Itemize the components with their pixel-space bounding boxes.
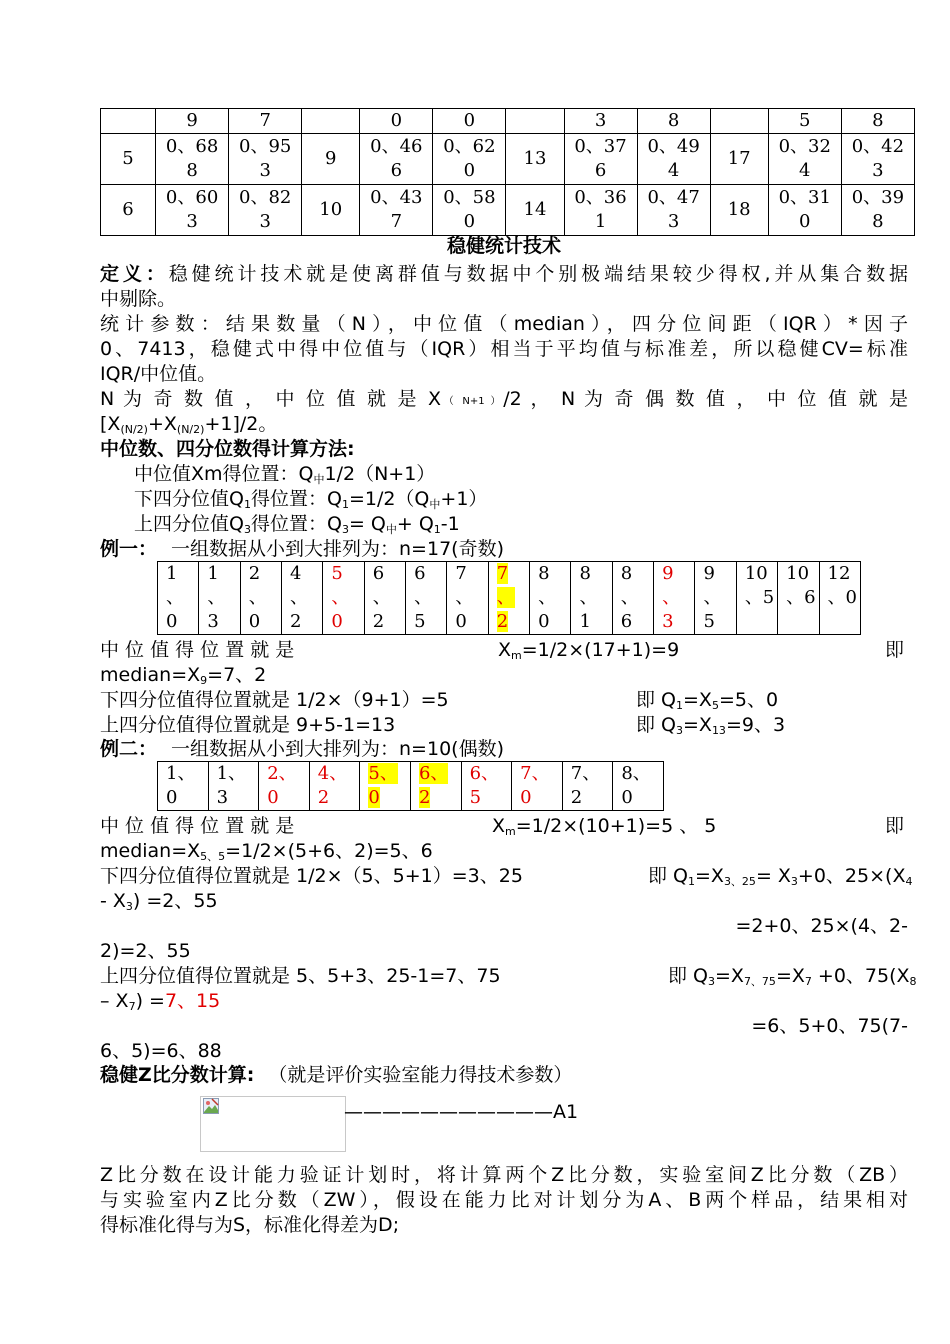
data-cell-text: 10 、5 bbox=[744, 563, 775, 608]
formula-sub: 1 bbox=[676, 699, 683, 712]
table-cell: 14 bbox=[506, 185, 564, 236]
zscore-heading: 稳健Z比分数计算: bbox=[100, 1064, 255, 1086]
formula-sub: 7 bbox=[804, 975, 812, 988]
definition-label: 定义： bbox=[100, 263, 169, 285]
data-cell-text: 6、 5 bbox=[469, 763, 500, 808]
formula-part: X bbox=[498, 639, 512, 661]
table-cell: 0、39 8 bbox=[841, 185, 914, 236]
table-cell: 0 bbox=[360, 109, 433, 134]
m2-sub: 1 bbox=[243, 498, 251, 511]
example2-q3-result: 6、5)=6、88 bbox=[100, 1040, 222, 1062]
data-cell bbox=[512, 762, 563, 811]
data-cell bbox=[309, 762, 360, 811]
data-cell bbox=[562, 762, 613, 811]
definition-text: 稳健统计技术就是使离群值与数据中个别极端结果较少得权,并从集合数据 bbox=[168, 263, 908, 285]
example2-q1-result: 2)=2、55 bbox=[100, 940, 191, 962]
table-cell: 8 bbox=[637, 109, 710, 134]
definition-line-1 bbox=[100, 262, 908, 287]
table-cell: 0、43 7 bbox=[360, 185, 433, 236]
formula-sub: (N/2) bbox=[176, 423, 205, 436]
formula-part: ) =2、55 bbox=[132, 890, 218, 912]
formula-sub: 4 bbox=[905, 875, 913, 888]
data-cell bbox=[360, 762, 411, 811]
data-cell-text: 7 、 0 bbox=[455, 563, 474, 632]
table-cell: 7 bbox=[229, 109, 302, 134]
formula-part: =1/2×(10+1)=5 、 5 bbox=[515, 815, 717, 837]
table-cell: 9 bbox=[302, 134, 360, 185]
data-cell-text: 4 、 2 bbox=[290, 563, 309, 632]
ex1-q1-text: 下四分位值得位置就是 1/2×（9+1）=5 bbox=[100, 689, 449, 711]
m2-text: 下四分位值Q bbox=[134, 488, 244, 510]
table-cell: 18 bbox=[710, 185, 768, 236]
section-title: 稳健统计技术 bbox=[446, 235, 561, 257]
table-row bbox=[101, 134, 915, 185]
formula-part: +X bbox=[147, 413, 177, 435]
formula-sub: 5 bbox=[711, 699, 719, 712]
data-cell bbox=[736, 562, 777, 635]
ex2-q1-text: 下四分位值得位置就是 1/2×（5、5+1）=3、25 bbox=[100, 865, 523, 887]
data-cell bbox=[613, 762, 664, 811]
method-median bbox=[134, 462, 942, 487]
data-cell bbox=[819, 562, 861, 635]
formula-part: =X bbox=[695, 865, 724, 887]
example1-desc: 一组数据从小到大排列为：n=17(奇数) bbox=[171, 538, 504, 560]
data-cell bbox=[571, 562, 612, 635]
m3-text: + Q bbox=[396, 513, 434, 535]
m2-sub: 1 bbox=[341, 498, 349, 511]
example1-median-value bbox=[100, 663, 908, 688]
m3-text: 上四分位值Q bbox=[134, 513, 244, 535]
params-odd-sub: （ N+1 ） bbox=[441, 396, 504, 407]
data-cell bbox=[323, 562, 364, 635]
m2-text: 得位置：Q bbox=[250, 488, 342, 510]
example2-table bbox=[157, 761, 664, 811]
table-cell: 0、49 4 bbox=[637, 134, 710, 185]
formula-part: =5、0 bbox=[718, 689, 779, 711]
data-cell bbox=[488, 562, 529, 635]
data-cell bbox=[695, 562, 736, 635]
params-odd-text: N 为 奇 数 值 ， 中 位 值 就 是 X bbox=[100, 388, 442, 410]
formula-sub: 5、5 bbox=[200, 850, 226, 863]
data-cell bbox=[199, 562, 240, 635]
a1-label: ———————————A1 bbox=[344, 1101, 579, 1123]
formula-sub: 7 bbox=[128, 1000, 136, 1013]
example1-q3-line bbox=[100, 713, 908, 738]
example2-median-line bbox=[100, 814, 908, 839]
formula-sub: 3、25 bbox=[723, 875, 756, 888]
table-cell: 0、36 1 bbox=[564, 185, 637, 236]
table-row bbox=[101, 109, 915, 134]
data-cell-text: 4、 2 bbox=[317, 763, 348, 808]
example1-q1-line bbox=[100, 688, 908, 713]
method-q1 bbox=[134, 487, 942, 512]
data-cell bbox=[158, 562, 199, 635]
example1-median-line bbox=[100, 638, 908, 663]
formula-sub: m bbox=[505, 825, 516, 838]
example2-q3-cont bbox=[100, 989, 908, 1014]
ex1-q3-text: 上四分位值得位置就是 9+5-1=13 bbox=[100, 714, 396, 736]
method-heading: 中位数、四分位数得计算方法: bbox=[100, 438, 355, 460]
data-cell-text: 2、 0 bbox=[267, 763, 297, 808]
formula-sub: (N/2) bbox=[120, 423, 148, 436]
zscore-para-2: 与实验室内Z比分数（ZW），假设在能力比对计划分为A、B两个样品，结果相对 bbox=[100, 1189, 908, 1211]
m3-sub: 3 bbox=[243, 523, 251, 536]
example2-q3-line bbox=[100, 964, 917, 989]
data-cell bbox=[461, 762, 512, 811]
ex2-median-ji: 即 bbox=[884, 815, 904, 837]
example2-label: 例二： bbox=[100, 738, 158, 760]
data-cell-text: 10 、6 bbox=[786, 563, 816, 608]
data-cell-text: 1、 3 bbox=[216, 763, 247, 808]
table-cell: 0、58 0 bbox=[433, 185, 506, 236]
ex1-median-label: 中 位 值 得 位 置 就 是 bbox=[100, 639, 295, 661]
params-line-3: IQR/中位值。 bbox=[100, 363, 217, 385]
red-result: 7、15 bbox=[164, 990, 221, 1012]
data-cell-text: 6 、 2 bbox=[372, 563, 391, 632]
example1-label: 例一： bbox=[100, 538, 158, 560]
table-cell: 0、62 0 bbox=[433, 134, 506, 185]
formula-part: =1/2×(17+1)=9 bbox=[521, 639, 680, 661]
zscore-note: （就是评价实验室能力得技术参数） bbox=[268, 1064, 573, 1086]
params-line-2: 0、7413，稳健式中得中位值与（IQR）相当于平均值与标准差，所以稳健CV=标准 bbox=[100, 338, 908, 360]
m1-text: 1/2（N+1） bbox=[324, 463, 436, 485]
formula-part: median=X bbox=[100, 664, 201, 686]
data-cell bbox=[530, 562, 571, 635]
table-cell: 0、37 6 bbox=[564, 134, 637, 185]
formula-part: X bbox=[492, 815, 506, 837]
ex2-q3-result bbox=[668, 964, 917, 989]
table-cell: 3 bbox=[564, 109, 637, 134]
formula-sub: 3 bbox=[708, 975, 715, 988]
method-q3 bbox=[134, 512, 942, 537]
table-cell: 10 bbox=[302, 185, 360, 236]
formula-part: - X bbox=[100, 890, 126, 912]
table-cell: 0、32 4 bbox=[768, 134, 841, 185]
table-cell: 0、95 3 bbox=[229, 134, 302, 185]
ex2-median-formula bbox=[492, 814, 716, 839]
table-cell: 8 bbox=[841, 109, 914, 134]
m2-sub: 中 bbox=[429, 498, 441, 511]
params-line-5 bbox=[100, 412, 908, 437]
table-cell: 17 bbox=[710, 134, 768, 185]
example1-table bbox=[157, 561, 861, 635]
data-cell-text: 2 、 0 bbox=[248, 563, 267, 632]
m3-text: -1 bbox=[440, 513, 460, 535]
formula-sub: 9 bbox=[200, 674, 208, 687]
m1-sub: 中 bbox=[313, 473, 325, 486]
data-cell bbox=[282, 562, 323, 635]
table-cell: 0、82 3 bbox=[229, 185, 302, 236]
data-cell bbox=[259, 762, 310, 811]
example2-q1-calc: =2+0、25×(4、2- bbox=[735, 915, 908, 937]
table-cell bbox=[506, 109, 564, 134]
params-line-1: 统计参数：结果数量（N），中位值（median），四分位间距（IQR）*因子 bbox=[100, 313, 908, 335]
ex2-q3-text: 上四分位值得位置就是 5、5+3、25-1=7、75 bbox=[100, 965, 501, 987]
table-cell bbox=[302, 109, 360, 134]
table-cell: 0、47 3 bbox=[637, 185, 710, 236]
data-cell-text: 7、 0 bbox=[520, 763, 550, 808]
data-cell bbox=[654, 562, 695, 635]
example2-q3-calc: =6、5+0、75(7- bbox=[751, 1015, 908, 1037]
formula-sub: 8 bbox=[909, 975, 917, 988]
table-cell: 0、60 3 bbox=[156, 185, 229, 236]
table-cell bbox=[710, 109, 768, 134]
formula-part: =9、3 bbox=[725, 714, 786, 736]
table-cell: 9 bbox=[156, 109, 229, 134]
data-cell bbox=[410, 762, 461, 811]
table-cell: 0、31 0 bbox=[768, 185, 841, 236]
formula-part: =X bbox=[683, 689, 712, 711]
data-cell bbox=[778, 562, 819, 635]
data-cell-text: 9 、 3 bbox=[662, 563, 681, 632]
data-cell-text: 7 、 2 bbox=[496, 563, 515, 632]
formula-sub: 3 bbox=[676, 724, 683, 737]
data-cell bbox=[208, 762, 259, 811]
broken-image-placeholder bbox=[200, 1096, 346, 1152]
data-cell-text: 1 、 0 bbox=[166, 563, 184, 632]
data-cell-text: 8 、 6 bbox=[620, 563, 639, 632]
ex1-median-formula bbox=[498, 638, 679, 663]
example2-median-value bbox=[100, 839, 908, 864]
formula-sub: 3 bbox=[125, 900, 133, 913]
m3-sub: 1 bbox=[433, 523, 441, 536]
formula-part: [X bbox=[100, 413, 121, 435]
table-cell: 0 bbox=[433, 109, 506, 134]
formula-part: median=X bbox=[100, 840, 201, 862]
data-cell bbox=[158, 762, 209, 811]
example2-desc: 一组数据从小到大排列为：n=10(偶数) bbox=[171, 738, 504, 760]
top-data-table bbox=[100, 108, 915, 236]
example1-heading bbox=[100, 537, 908, 562]
example2-q1-cont bbox=[100, 889, 908, 914]
data-cell-text: 8、 0 bbox=[621, 763, 651, 808]
data-cell-text: 7、 2 bbox=[570, 763, 601, 808]
formula-part: = X bbox=[755, 865, 791, 887]
formula-part: +1]/2。 bbox=[204, 413, 278, 435]
data-cell bbox=[364, 562, 405, 635]
formula-sub: 7、75 bbox=[743, 975, 776, 988]
table-cell: 13 bbox=[506, 134, 564, 185]
ex2-median-label: 中 位 值 得 位 置 就 是 bbox=[100, 815, 295, 837]
data-cell bbox=[406, 562, 447, 635]
formula-part: =X bbox=[715, 965, 744, 987]
data-cell-text: 12 、0 bbox=[827, 563, 857, 608]
data-cell bbox=[612, 562, 653, 635]
zscore-heading-line bbox=[100, 1063, 908, 1088]
params-line-4 bbox=[100, 387, 908, 414]
formula-part: – X bbox=[100, 990, 129, 1012]
data-cell-text: 5、 0 bbox=[368, 763, 398, 808]
table-cell bbox=[101, 109, 156, 134]
ex1-median-ji: 即 bbox=[884, 639, 904, 661]
table-cell: 6 bbox=[101, 185, 156, 236]
table-cell: 0、42 3 bbox=[841, 134, 914, 185]
m3-sub: 中 bbox=[385, 523, 397, 536]
formula-sub: 1 bbox=[688, 875, 695, 888]
data-cell-text: 5 、 0 bbox=[331, 563, 350, 632]
ex1-q3-result bbox=[636, 713, 785, 738]
formula-part: =X bbox=[775, 965, 805, 987]
m3-sub: 3 bbox=[341, 523, 349, 536]
formula-sub: 3 bbox=[790, 875, 798, 888]
table-row bbox=[101, 185, 915, 236]
data-cell bbox=[447, 562, 488, 635]
formula-part: 即 Q bbox=[648, 865, 688, 887]
formula-sub: m bbox=[511, 649, 522, 662]
formula-part: =1/2×(5+6、2)=5、6 bbox=[225, 840, 433, 862]
table-cell: 0、46 6 bbox=[360, 134, 433, 185]
zscore-para-1: Z比分数在设计能力验证计划时，将计算两个Z比分数，实验室间Z比分数（ZB） bbox=[100, 1164, 908, 1186]
data-cell-text: 8 、 1 bbox=[579, 563, 598, 632]
formula-part: 即 Q bbox=[636, 714, 676, 736]
formula-part: =X bbox=[683, 714, 712, 736]
m1-text: 中位值Xm得位置：Q bbox=[134, 463, 314, 485]
data-cell-text: 6、 2 bbox=[418, 763, 449, 808]
m2-text: +1） bbox=[440, 488, 488, 510]
broken-image-icon bbox=[203, 1098, 219, 1114]
formula-part: =7、2 bbox=[207, 664, 267, 686]
data-cell-text: 1 、 3 bbox=[207, 563, 226, 632]
table-cell: 0、68 8 bbox=[156, 134, 229, 185]
formula-part: +0、25×(X bbox=[797, 865, 906, 887]
formula-part: 即 Q bbox=[636, 689, 676, 711]
m3-text: 得位置：Q bbox=[250, 513, 342, 535]
formula-part: +0、75(X bbox=[811, 965, 910, 987]
ex1-q1-result bbox=[636, 688, 778, 713]
params-even-text: /2 ， N 为 奇 偶 数 值 ， 中 位 值 就 是 bbox=[503, 388, 908, 410]
formula-sub: 13 bbox=[711, 724, 726, 737]
data-cell bbox=[240, 562, 281, 635]
data-cell-text: 6 、 5 bbox=[414, 563, 433, 632]
formula-part: 即 Q bbox=[668, 965, 708, 987]
m2-text: =1/2（Q bbox=[348, 488, 430, 510]
definition-line-2: 中剔除。 bbox=[100, 288, 177, 310]
zscore-para-3: 得标准化得与为S，标准化得差为D; bbox=[100, 1214, 400, 1236]
ex2-q1-result bbox=[648, 864, 912, 889]
example2-q1-line bbox=[100, 864, 913, 889]
data-cell-text: 8 、 0 bbox=[538, 563, 557, 632]
m3-text: = Q bbox=[348, 513, 386, 535]
data-cell-text: 1、 0 bbox=[166, 763, 196, 808]
table-cell: 5 bbox=[101, 134, 156, 185]
example2-heading bbox=[100, 737, 908, 762]
data-cell-text: 9 、 5 bbox=[703, 563, 722, 632]
formula-part: ) = bbox=[135, 990, 165, 1012]
table-cell: 5 bbox=[768, 109, 841, 134]
